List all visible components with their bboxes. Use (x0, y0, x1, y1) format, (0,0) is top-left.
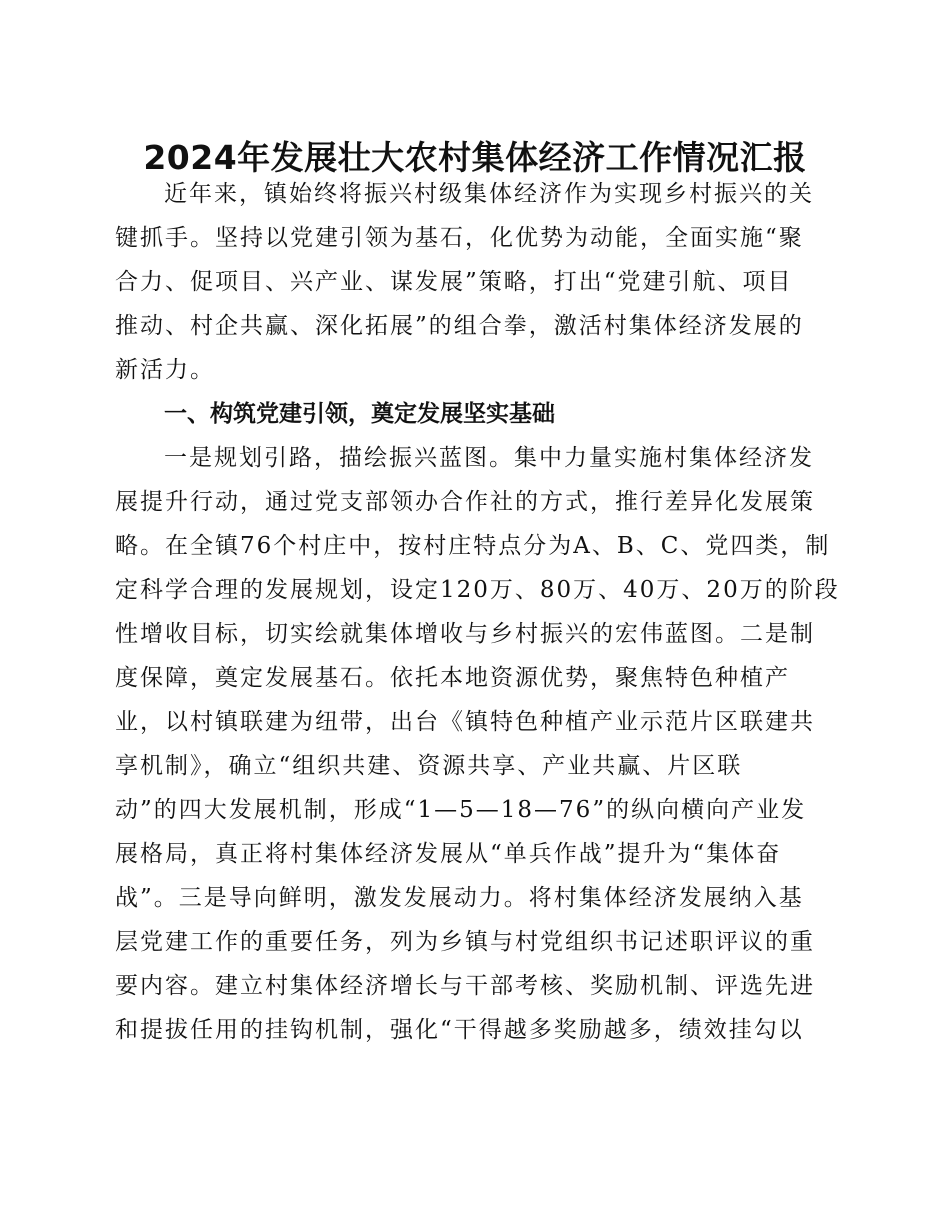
body-line: 业，以村镇联建为纽带，出台《镇特色种植产业示范片区联建共 (115, 709, 815, 735)
intro-line: 新活力。 (115, 357, 215, 383)
body-line: 定科学合理的发展规划，设定120万、80万、40万、20万的阶段 (115, 577, 840, 603)
section-heading: 一、构筑党建引领，奠定发展坚实基础 (164, 401, 555, 427)
body-line: 一是规划引路，描绘振兴蓝图。集中力量实施村集体经济发 (164, 445, 814, 471)
body-line: 要内容。建立村集体经济增长与干部考核、奖励机制、评选先进 (115, 973, 815, 999)
body-line: 享机制》，确立“组织共建、资源共享、产业共赢、片区联 (115, 753, 743, 779)
intro-line: 推动、村企共赢、深化拓展”的组合拳，激活村集体经济发展的 (115, 313, 804, 339)
body-line: 动”的四大发展机制，形成“1—5—18—76”的纵向横向产业发 (115, 797, 807, 823)
body-line: 性增收目标，切实绘就集体增收与乡村振兴的宏伟蓝图。二是制 (115, 621, 815, 647)
intro-line: 合力、促项目、兴产业、谋发展”策略，打出“党建引航、项目 (115, 269, 793, 295)
body-line: 度保障，奠定发展基石。依托本地资源优势，聚焦特色种植产 (115, 665, 790, 691)
body-line: 和提拔任用的挂钩机制，强化“干得越多奖励越多，绩效挂勾以 (115, 1017, 804, 1043)
body-line: 略。在全镇76个村庄中，按村庄特点分为A、B、C、党四类，制 (115, 533, 831, 559)
intro-line: 键抓手。坚持以党建引领为基石，化优势为动能，全面实施“聚 (115, 225, 804, 251)
body-line: 层党建工作的重要任务，列为乡镇与村党组织书记述职评议的重 (115, 929, 815, 955)
document-title: 2024年发展壮大农村集体经济工作情况汇报 (143, 138, 807, 177)
body-line: 展格局，真正将村集体经济发展从“单兵作战”提升为“集体奋 (115, 841, 782, 867)
intro-line: 近年来，镇始终将振兴村级集体经济作为实现乡村振兴的关 (164, 181, 814, 207)
body-line: 战”。三是导向鲜明，激发发展动力。将村集体经济发展纳入基 (115, 885, 804, 911)
body-line: 展提升行动，通过党支部领办合作社的方式，推行差异化发展策 (115, 489, 815, 515)
